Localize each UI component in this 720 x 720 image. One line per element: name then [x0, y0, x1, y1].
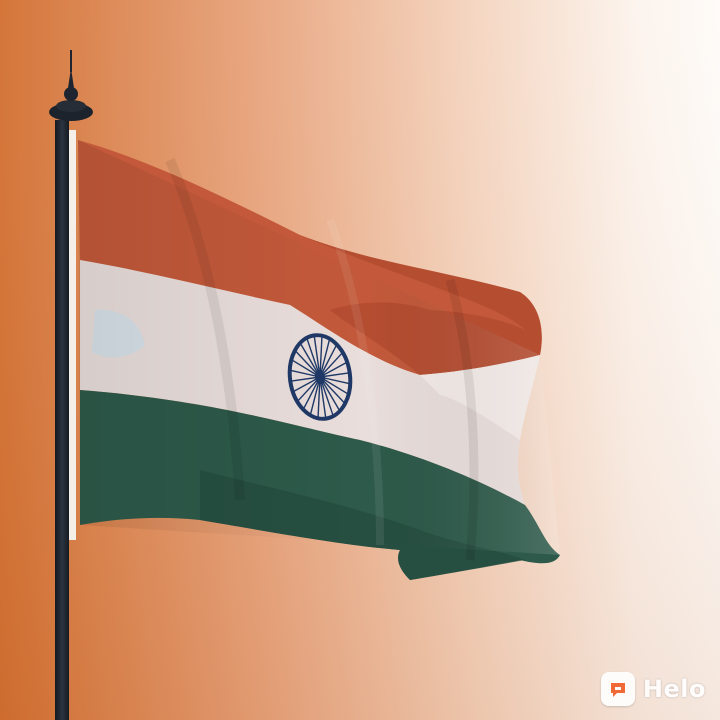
- helo-brand-text: Helo: [642, 675, 706, 703]
- helo-watermark: [601, 672, 706, 706]
- helo-logo-icon: [601, 672, 635, 706]
